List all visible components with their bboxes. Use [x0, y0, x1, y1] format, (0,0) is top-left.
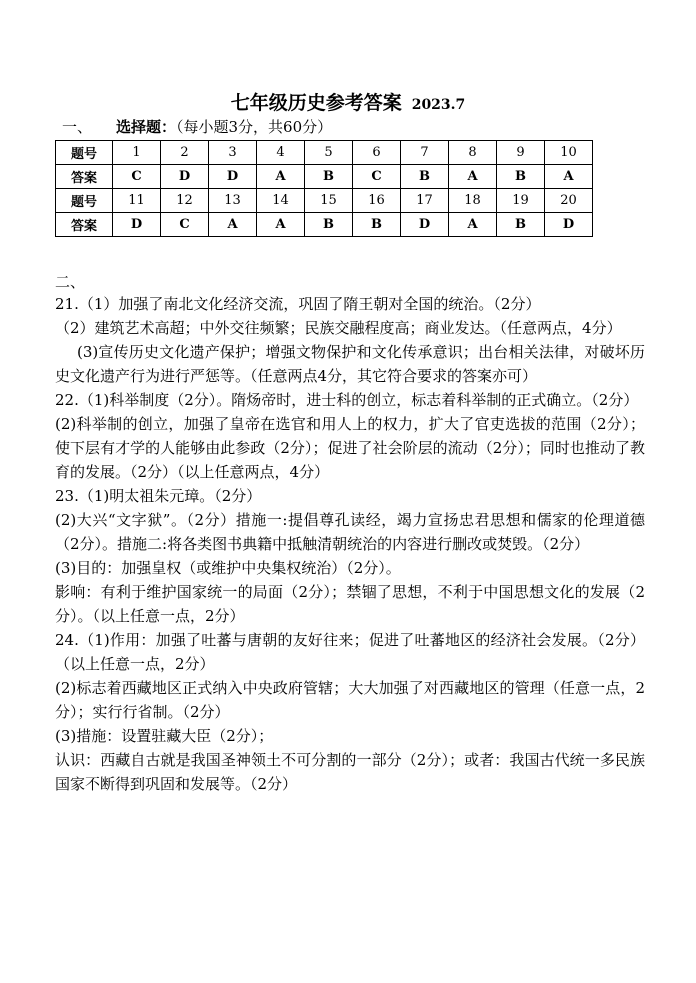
question-number-cell: 11 [113, 189, 161, 213]
answer-21-1: 21.（1）加强了南北文化经济交流，巩固了隋王朝对全国的统治。（2分） [55, 295, 541, 313]
answer-cell: A [449, 213, 497, 237]
answer-24-3: (3)措施：设置驻藏大臣（2分）； [55, 727, 274, 745]
question-number-cell: 1 [113, 141, 161, 165]
question-number-cell: 12 [161, 189, 209, 213]
question-number-cell: 3 [209, 141, 257, 165]
answer-21-3: (3)宣传历史文化遗产保护；增强文物保护和文化传承意识；出台相关法律，对破坏历史文化遗产行为进行严惩等。（任意两点4分，其它符合要求的答案亦可） [55, 343, 645, 385]
answer-24-4: 认识：西藏自古就是我国圣神领土不可分割的一部分（2分）；或者：我国古代统一多民族国家不断得到巩固和发展等。（2分） [55, 751, 645, 793]
answer-cell: D [161, 165, 209, 189]
row-label: 答案 [56, 165, 113, 189]
question-number-cell: 16 [353, 189, 401, 213]
row-label: 题号 [56, 141, 113, 165]
answer-cell: A [257, 213, 305, 237]
answer-cell: D [113, 213, 161, 237]
question-number-cell: 7 [401, 141, 449, 165]
answer-cell: A [449, 165, 497, 189]
answer-cell: B [353, 213, 401, 237]
section-two-heading: 二、 [55, 273, 86, 291]
title-text: 七年级历史参考答案 [230, 92, 402, 114]
row-label: 答案 [56, 213, 113, 237]
answer-23-3: (3)目的：加强皇权（或维护中央集权统治）（2分）。 [55, 559, 401, 577]
answer-cell: D [209, 165, 257, 189]
question-number-cell: 14 [257, 189, 305, 213]
answer-row [56, 165, 593, 189]
answer-table [55, 140, 593, 237]
answer-row [56, 213, 593, 237]
answer-cell: C [161, 213, 209, 237]
section-one-heading [62, 116, 332, 137]
answer-23-1: 23.（1)明太祖朱元璋。（2分） [55, 487, 262, 505]
answer-cell: B [497, 165, 545, 189]
answer-cell: B [305, 165, 353, 189]
answer-body [55, 292, 645, 796]
answer-cell: A [257, 165, 305, 189]
answer-24-2: (2)标志着西藏地区正式纳入中央政府管辖；大大加强了对西藏地区的管理（任意一点，2分）；实行行省制。（2分） [55, 679, 645, 721]
answer-cell: A [545, 165, 593, 189]
question-number-cell: 6 [353, 141, 401, 165]
question-number-cell: 18 [449, 189, 497, 213]
section-one-title: 选择题： [116, 118, 177, 136]
answer-22-2: (2)科举制的创立，加强了皇帝在选官和用人上的权力，扩大了官吏选拔的范围（2分）；使下层有才学的人能够由此参政（2分）；促进了社会阶层的流动（2分）；同时也推动了教育的发展。（2分）（以上任意两点，4分） [55, 415, 645, 481]
answer-23-2: (2)大兴“文字狱”。（2分）措施一:提倡尊孔读经，竭力宣扬忠君思想和儒家的伦理道德（2分）。措施二:将各类图书典籍中抵触清朝统治的内容进行删改或焚毁。（2分） [55, 511, 645, 553]
answer-cell: D [401, 213, 449, 237]
question-number-cell: 20 [545, 189, 593, 213]
answer-22-1: 22.（1)科举制度（2分）。隋炀帝时，进士科的创立，标志着科举制的正式确立。（2分） [55, 391, 639, 409]
section-one-note: （每小题3分，共60分） [176, 118, 333, 136]
question-number-cell: 13 [209, 189, 257, 213]
title-date: 2023.7 [411, 97, 466, 113]
question-number-cell: 4 [257, 141, 305, 165]
question-number-cell: 15 [305, 189, 353, 213]
question-number-row [56, 141, 593, 165]
answer-cell: C [113, 165, 161, 189]
document-title [0, 88, 696, 115]
row-label: 题号 [56, 189, 113, 213]
answer-cell: D [545, 213, 593, 237]
question-number-cell: 17 [401, 189, 449, 213]
section-one-number: 一、 [62, 118, 93, 136]
question-number-cell: 19 [497, 189, 545, 213]
answer-cell: A [209, 213, 257, 237]
answer-24-1: 24.（1)作用：加强了吐蕃与唐朝的友好往来；促进了吐蕃地区的经济社会发展。（2分）（以上任意一点，2分） [55, 631, 645, 673]
question-number-cell: 5 [305, 141, 353, 165]
question-number-cell: 10 [545, 141, 593, 165]
question-number-cell: 9 [497, 141, 545, 165]
answer-cell: C [353, 165, 401, 189]
answer-23-4: 影响：有利于维护国家统一的局面（2分）；禁锢了思想，不利于中国思想文化的发展（2分）。（以上任意一点，2分） [55, 583, 645, 625]
question-number-row [56, 189, 593, 213]
question-number-cell: 2 [161, 141, 209, 165]
answer-cell: B [497, 213, 545, 237]
question-number-cell: 8 [449, 141, 497, 165]
answer-cell: B [305, 213, 353, 237]
answer-cell: B [401, 165, 449, 189]
answer-21-2: （2）建筑艺术高超；中外交往频繁；民族交融程度高；商业发达。（任意两点，4分） [55, 319, 622, 337]
